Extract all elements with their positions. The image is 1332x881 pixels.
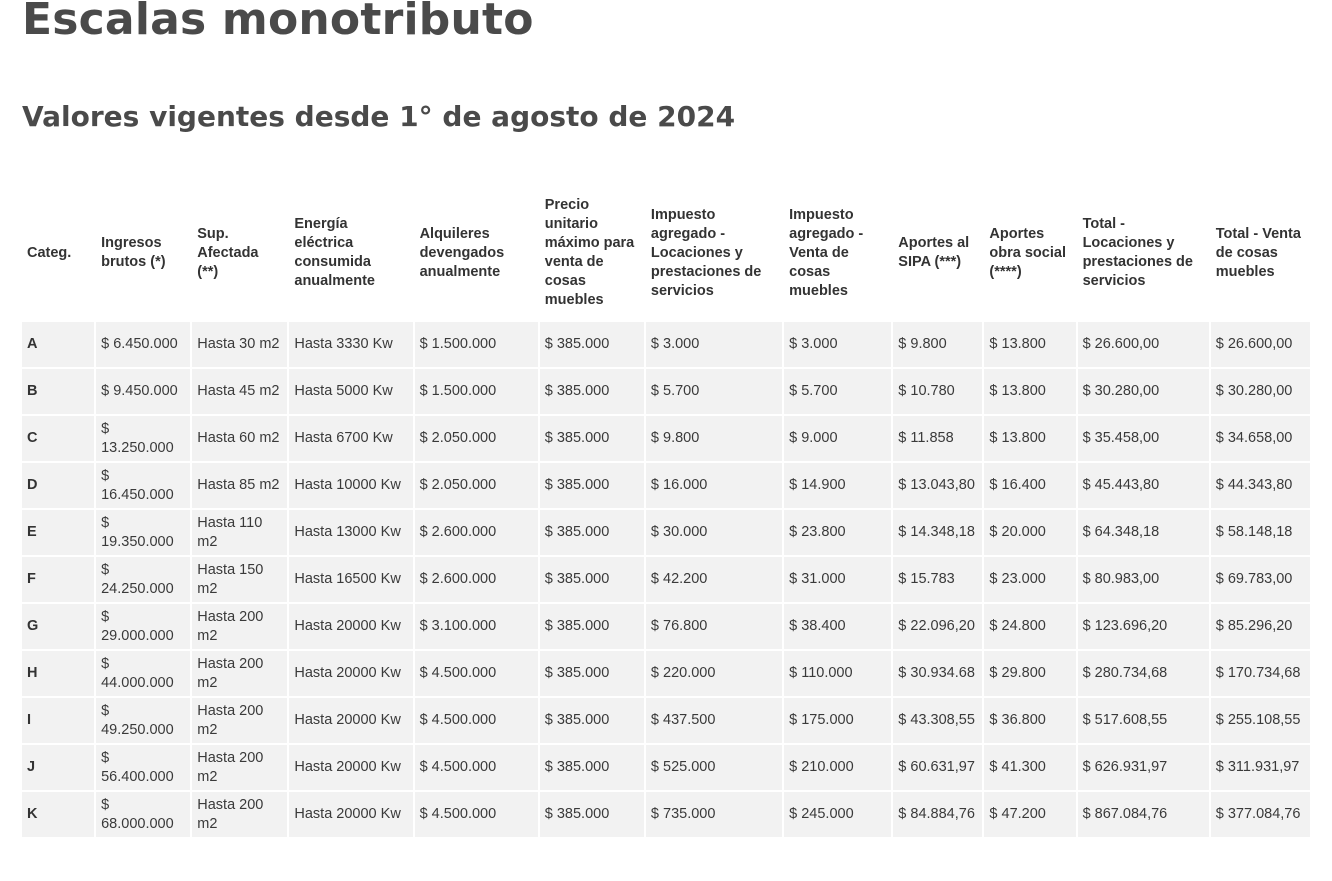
- table-cell: Hasta 60 m2: [192, 416, 287, 461]
- table-cell: $ 35.458,00: [1078, 416, 1209, 461]
- table-cell: $ 517.608,55: [1078, 698, 1209, 743]
- table-cell: $ 3.000: [646, 322, 782, 367]
- table-cell: $ 84.884,76: [893, 792, 982, 837]
- table-cell: $ 13.250.000: [96, 416, 190, 461]
- table-cell: $ 9.800: [646, 416, 782, 461]
- table-cell: $ 15.783: [893, 557, 982, 602]
- table-cell: Hasta 16500 Kw: [289, 557, 412, 602]
- table-cell: $ 385.000: [540, 745, 644, 790]
- column-header: Impuesto agregado - Locaciones y prestaciones de servicios: [650, 206, 762, 299]
- table-cell: $ 23.000: [984, 557, 1075, 602]
- table-cell: $ 13.800: [984, 416, 1075, 461]
- table-cell: $ 867.084,76: [1078, 792, 1209, 837]
- table-cell: Hasta 200 m2: [192, 698, 287, 743]
- table-cell: $ 220.000: [646, 651, 782, 696]
- table-cell: $ 43.308,55: [893, 698, 982, 743]
- table-cell: Hasta 200 m2: [192, 604, 287, 649]
- column-header: Aportes obra social (****): [989, 225, 1066, 280]
- column-header: Aportes al SIPA (***): [898, 235, 970, 270]
- table-cell: $ 9.450.000: [96, 369, 190, 414]
- table-cell: $ 38.400: [784, 604, 891, 649]
- table-cell: $ 311.931,97: [1211, 745, 1310, 790]
- category-cell: I: [22, 698, 94, 743]
- table-cell: $ 76.800: [646, 604, 782, 649]
- table-cell: $ 44.000.000: [96, 651, 190, 696]
- table-cell: Hasta 3330 Kw: [289, 322, 412, 367]
- table-row: [22, 604, 1310, 649]
- column-header: Precio unitario máximo para venta de cosas muebles: [544, 197, 635, 308]
- table-cell: Hasta 150 m2: [192, 557, 287, 602]
- table-cell: $ 13.800: [984, 322, 1075, 367]
- table-cell: $ 280.734,68: [1078, 651, 1209, 696]
- table-cell: $ 4.500.000: [415, 792, 538, 837]
- table-cell: $ 16.450.000: [96, 463, 190, 508]
- table-cell: $ 56.400.000: [96, 745, 190, 790]
- category-cell: J: [22, 745, 94, 790]
- column-header: Impuesto agregado - Venta de cosas muebles: [789, 206, 864, 299]
- table-cell: $ 175.000: [784, 698, 891, 743]
- column-header: Categ.: [27, 244, 72, 261]
- table-cell: $ 2.600.000: [415, 557, 538, 602]
- table-cell: Hasta 30 m2: [192, 322, 287, 367]
- table-cell: $ 2.050.000: [415, 463, 538, 508]
- table-cell: Hasta 200 m2: [192, 792, 287, 837]
- table-cell: $ 30.280,00: [1211, 369, 1310, 414]
- table-cell: $ 377.084,76: [1211, 792, 1310, 837]
- table-cell: $ 5.700: [646, 369, 782, 414]
- table-cell: $ 31.000: [784, 557, 891, 602]
- table-body: [22, 322, 1310, 837]
- page-title: Escalas monotributo: [22, 0, 534, 45]
- table-cell: $ 4.500.000: [415, 698, 538, 743]
- table-cell: $ 4.500.000: [415, 745, 538, 790]
- table-cell: $ 42.200: [646, 557, 782, 602]
- table-row: [22, 651, 1310, 696]
- table-cell: Hasta 110 m2: [192, 510, 287, 555]
- table-cell: $ 58.148,18: [1211, 510, 1310, 555]
- table-cell: Hasta 200 m2: [192, 651, 287, 696]
- table-cell: $ 110.000: [784, 651, 891, 696]
- table-cell: $ 385.000: [540, 322, 644, 367]
- table-cell: Hasta 45 m2: [192, 369, 287, 414]
- category-cell: H: [22, 651, 94, 696]
- table-cell: $ 30.934.68: [893, 651, 982, 696]
- column-header: Total - Locaciones y prestaciones de servicios: [1082, 216, 1193, 289]
- table-cell: Hasta 10000 Kw: [289, 463, 412, 508]
- table-cell: $ 69.783,00: [1211, 557, 1310, 602]
- table-cell: Hasta 20000 Kw: [289, 792, 412, 837]
- table-cell: $ 11.858: [893, 416, 982, 461]
- monotributo-table: [20, 184, 1312, 839]
- category-cell: C: [22, 416, 94, 461]
- table-cell: Hasta 85 m2: [192, 463, 287, 508]
- table-cell: $ 6.450.000: [96, 322, 190, 367]
- table-cell: Hasta 200 m2: [192, 745, 287, 790]
- table-cell: $ 123.696,20: [1078, 604, 1209, 649]
- table-cell: $ 24.250.000: [96, 557, 190, 602]
- table-row: [22, 463, 1310, 508]
- table-cell: $ 26.600,00: [1211, 322, 1310, 367]
- table-cell: $ 4.500.000: [415, 651, 538, 696]
- table-cell: $ 626.931,97: [1078, 745, 1209, 790]
- table-cell: $ 385.000: [540, 792, 644, 837]
- table-cell: $ 13.800: [984, 369, 1075, 414]
- table-row: [22, 416, 1310, 461]
- table-cell: $ 80.983,00: [1078, 557, 1209, 602]
- table-cell: $ 385.000: [540, 698, 644, 743]
- column-header: Energía eléctrica consumida anualmente: [294, 216, 375, 289]
- table-cell: $ 13.043,80: [893, 463, 982, 508]
- table-cell: $ 30.000: [646, 510, 782, 555]
- table-cell: $ 9.000: [784, 416, 891, 461]
- table-cell: $ 170.734,68: [1211, 651, 1310, 696]
- table-cell: $ 36.800: [984, 698, 1075, 743]
- column-header: Sup. Afectada (**): [197, 225, 259, 280]
- table-cell: $ 2.050.000: [415, 416, 538, 461]
- table-row: [22, 322, 1310, 367]
- table-row: [22, 745, 1310, 790]
- table-cell: $ 10.780: [893, 369, 982, 414]
- category-cell: D: [22, 463, 94, 508]
- table-cell: $ 60.631,97: [893, 745, 982, 790]
- category-cell: E: [22, 510, 94, 555]
- table-cell: $ 64.348,18: [1078, 510, 1209, 555]
- table-cell: Hasta 5000 Kw: [289, 369, 412, 414]
- table-row: [22, 369, 1310, 414]
- table-cell: Hasta 20000 Kw: [289, 651, 412, 696]
- table-cell: $ 1.500.000: [415, 322, 538, 367]
- table-cell: $ 2.600.000: [415, 510, 538, 555]
- table-row: [22, 557, 1310, 602]
- table-cell: $ 49.250.000: [96, 698, 190, 743]
- table-cell: $ 16.000: [646, 463, 782, 508]
- table-cell: $ 14.348,18: [893, 510, 982, 555]
- table-cell: $ 47.200: [984, 792, 1075, 837]
- table-cell: $ 210.000: [784, 745, 891, 790]
- table-cell: $ 85.296,20: [1211, 604, 1310, 649]
- table-cell: $ 29.000.000: [96, 604, 190, 649]
- table-cell: $ 255.108,55: [1211, 698, 1310, 743]
- category-cell: A: [22, 322, 94, 367]
- table-cell: $ 245.000: [784, 792, 891, 837]
- table-cell: $ 16.400: [984, 463, 1075, 508]
- table-cell: $ 385.000: [540, 651, 644, 696]
- column-header: Alquileres devengados anualmente: [419, 225, 505, 280]
- table-row: [22, 792, 1310, 837]
- table-cell: $ 45.443,80: [1078, 463, 1209, 508]
- table-cell: $ 525.000: [646, 745, 782, 790]
- table-cell: $ 385.000: [540, 416, 644, 461]
- table-cell: Hasta 20000 Kw: [289, 745, 412, 790]
- table-cell: $ 385.000: [540, 557, 644, 602]
- category-cell: K: [22, 792, 94, 837]
- table-cell: Hasta 6700 Kw: [289, 416, 412, 461]
- category-cell: F: [22, 557, 94, 602]
- table-cell: $ 385.000: [540, 463, 644, 508]
- table-cell: $ 735.000: [646, 792, 782, 837]
- table-cell: $ 41.300: [984, 745, 1075, 790]
- table-cell: $ 14.900: [784, 463, 891, 508]
- table-cell: $ 29.800: [984, 651, 1075, 696]
- table-cell: $ 1.500.000: [415, 369, 538, 414]
- table-cell: Hasta 20000 Kw: [289, 698, 412, 743]
- table-cell: $ 30.280,00: [1078, 369, 1209, 414]
- table-cell: $ 385.000: [540, 369, 644, 414]
- table-cell: $ 385.000: [540, 604, 644, 649]
- table-cell: $ 5.700: [784, 369, 891, 414]
- table-cell: $ 19.350.000: [96, 510, 190, 555]
- table-row: [22, 698, 1310, 743]
- table-cell: $ 68.000.000: [96, 792, 190, 837]
- table-cell: $ 9.800: [893, 322, 982, 367]
- table-cell: $ 20.000: [984, 510, 1075, 555]
- table-cell: $ 23.800: [784, 510, 891, 555]
- table-cell: $ 24.800: [984, 604, 1075, 649]
- table-cell: Hasta 13000 Kw: [289, 510, 412, 555]
- table-cell: $ 437.500: [646, 698, 782, 743]
- table-header-row: [22, 186, 1310, 320]
- category-cell: G: [22, 604, 94, 649]
- table-cell: $ 385.000: [540, 510, 644, 555]
- table-cell: Hasta 20000 Kw: [289, 604, 412, 649]
- column-header: Ingresos brutos (*): [101, 235, 166, 270]
- table-cell: $ 3.100.000: [415, 604, 538, 649]
- table-cell: $ 34.658,00: [1211, 416, 1310, 461]
- table-cell: $ 3.000: [784, 322, 891, 367]
- table-cell: $ 22.096,20: [893, 604, 982, 649]
- table-cell: $ 26.600,00: [1078, 322, 1209, 367]
- column-header: Total - Venta de cosas muebles: [1215, 225, 1301, 280]
- page-subtitle: Valores vigentes desde 1° de agosto de 2024: [22, 100, 736, 133]
- table-row: [22, 510, 1310, 555]
- category-cell: B: [22, 369, 94, 414]
- table-cell: $ 44.343,80: [1211, 463, 1310, 508]
